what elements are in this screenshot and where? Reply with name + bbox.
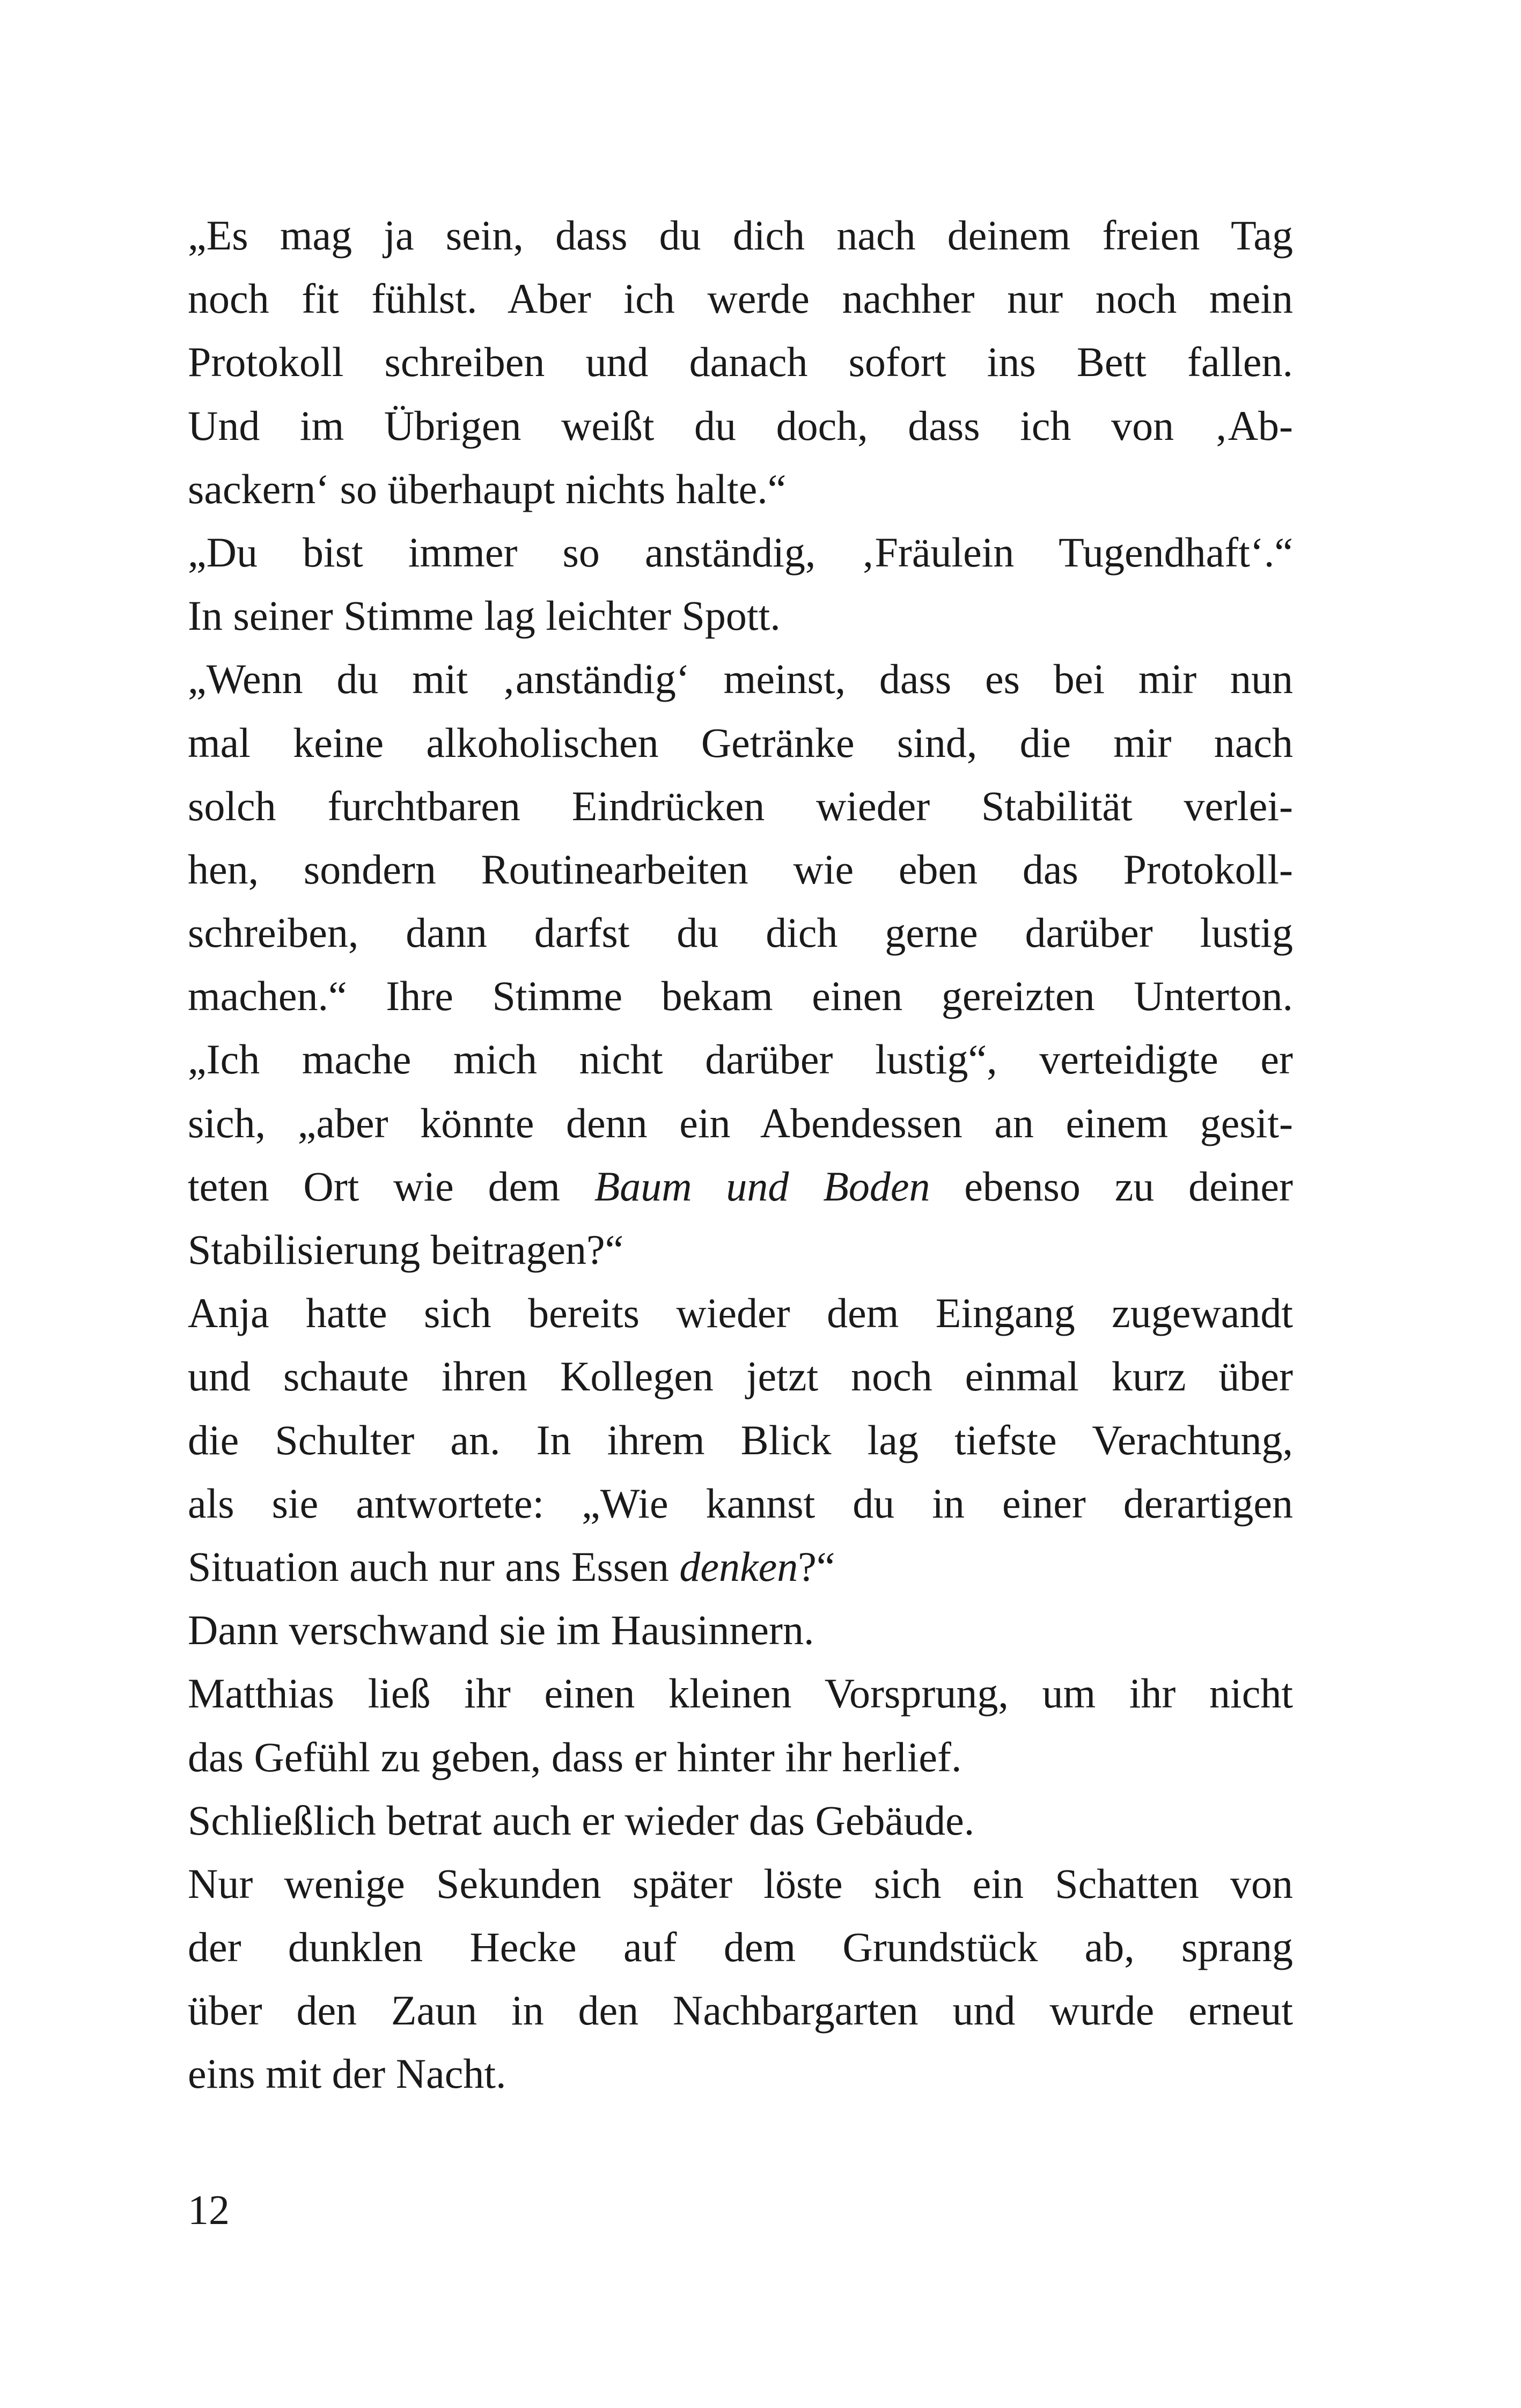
text-line: über den Zaun in den Nachbargarten und wurde erneut	[188, 1987, 1293, 2034]
text-segment: teten Ort wie dem	[188, 1162, 594, 1210]
text-segment: Situation auch nur ans Essen	[188, 1543, 680, 1590]
page-number: 12	[188, 2186, 230, 2233]
text-line: der dunklen Hecke auf dem Grundstück ab, sprang	[188, 1924, 1293, 1971]
text-line: eins mit der Nacht.	[188, 2050, 506, 2097]
text-line: Und im Übrigen weißt du doch, dass ich von ‚Ab-	[188, 402, 1293, 449]
text-segment: ?“	[798, 1543, 835, 1590]
text-line	[188, 1155, 1293, 1218]
text-line: „Du bist immer so anständig, ‚Fräulein Tugendhaft‘.“	[188, 528, 1293, 576]
text-line: noch fit fühlst. Aber ich werde nachher nur noch mein	[188, 275, 1293, 322]
text-line: schreiben, dann darfst du dich gerne darüber lustig	[188, 909, 1293, 956]
text-line: „Ich mache mich nicht darüber lustig“, verteidigte er	[188, 1036, 1293, 1083]
italic-text: Baum und Boden	[594, 1162, 930, 1210]
text-line: sackern‘ so überhaupt nichts halte.“	[188, 465, 787, 512]
text-line: mal keine alkoholischen Getränke sind, die mir nach	[188, 719, 1293, 766]
text-line: als sie antwortete: „Wie kannst du in einer derartigen	[188, 1479, 1293, 1527]
text-line: Protokoll schreiben und danach sofort ins Bett fallen.	[188, 338, 1293, 386]
text-line: Stabilisierung beitragen?“	[188, 1226, 624, 1273]
text-line: Dann verschwand sie im Hausinnern.	[188, 1607, 814, 1654]
text-line: Matthias ließ ihr einen kleinen Vorsprung, um ihr nicht	[188, 1670, 1293, 1717]
text-line: Anja hatte sich bereits wieder dem Eingang zugewandt	[188, 1290, 1293, 1337]
text-line: Schließlich betrat auch er wieder das Gebäude.	[188, 1796, 975, 1844]
text-line: und schaute ihren Kollegen jetzt noch einmal kurz über	[188, 1353, 1293, 1400]
text-segment: ebenso zu deiner	[930, 1162, 1293, 1210]
text-line: sich, „aber könnte denn ein Abendessen an einem gesit-	[188, 1099, 1293, 1146]
text-line	[188, 1535, 1293, 1599]
text-line: hen, sondern Routinearbeiten wie eben das Protokoll-	[188, 845, 1293, 893]
body-text	[188, 204, 1293, 2106]
text-line: In seiner Stimme lag leichter Spott.	[188, 592, 781, 639]
text-line: „Es mag ja sein, dass du dich nach deinem freien Tag	[188, 212, 1293, 259]
text-line: das Gefühl zu geben, dass er hinter ihr herlief.	[188, 1733, 962, 1780]
text-line: „Wenn du mit ‚anständig‘ meinst, dass es bei mir nun	[188, 656, 1293, 703]
text-line: machen.“ Ihre Stimme bekam einen gereizten Unterton.	[188, 973, 1293, 1020]
text-line: Nur wenige Sekunden später löste sich ein Schatten von	[188, 1860, 1293, 1907]
text-line: solch furchtbaren Eindrücken wieder Stabilität verlei-	[188, 782, 1293, 829]
italic-text: denken	[679, 1543, 798, 1590]
text-line: die Schulter an. In ihrem Blick lag tiefste Verachtung,	[188, 1416, 1293, 1463]
